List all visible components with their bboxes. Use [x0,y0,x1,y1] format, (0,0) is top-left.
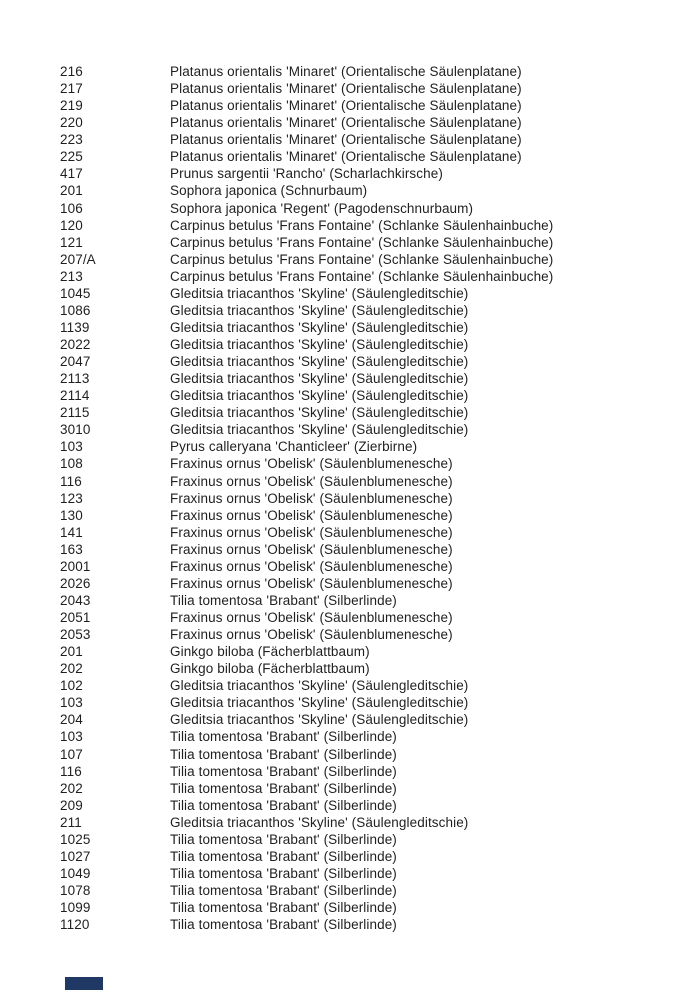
tree-list-row [60,728,680,745]
tree-name: Fraxinus ornus 'Obelisk' (Säulenblumenesche) [170,541,453,557]
tree-id: 163 [60,541,83,557]
tree-name: Gleditsia triacanthos 'Skyline' (Säulengleditschie) [170,405,469,421]
tree-list-row [60,524,680,541]
tree-id: 2115 [60,405,90,421]
tree-list-row [60,63,680,80]
tree-name: Gleditsia triacanthos 'Skyline' (Säulengleditschie) [170,678,469,694]
tree-name: Tilia tomentosa 'Brabant' (Silberlinde) [170,592,397,608]
tree-id: 106 [60,200,83,216]
tree-name: Platanus orientalis 'Minaret' (Orientalische Säulenplatane) [170,149,522,165]
tree-name: Gleditsia triacanthos 'Skyline' (Säulengleditschie) [170,371,469,387]
tree-name: Fraxinus ornus 'Obelisk' (Säulenblumenesche) [170,575,453,591]
tree-name: Fraxinus ornus 'Obelisk' (Säulenblumenesche) [170,456,453,472]
tree-id: 207/A [60,251,96,267]
tree-id: 1078 [60,883,91,898]
tree-list-row [60,80,680,97]
tree-id: 417 [60,166,83,182]
tree-id: 201 [60,183,83,199]
tree-list [60,63,680,933]
tree-list-row [60,131,680,148]
tree-name: Fraxinus ornus 'Obelisk' (Säulenblumenesche) [170,610,453,625]
tree-id: 1120 [60,917,90,933]
tree-list-row [60,387,680,404]
tree-id: 223 [60,132,83,148]
tree-list-row [60,575,680,592]
tree-name: Gleditsia triacanthos 'Skyline' (Säulengleditschie) [170,319,469,335]
tree-list-row [60,370,680,387]
tree-id: 102 [60,678,83,694]
tree-list-row [60,814,680,831]
tree-name: Tilia tomentosa 'Brabant' (Silberlinde) [170,848,397,864]
tree-id: 103 [60,695,83,711]
tree-id: 2053 [60,627,91,643]
tree-name: Carpinus betulus 'Frans Fontaine' (Schlanke Säulenhainbuche) [170,268,554,284]
tree-list-row [60,473,680,490]
tree-list-row [60,438,680,455]
tree-id: 202 [60,661,83,677]
tree-name: Tilia tomentosa 'Brabant' (Silberlinde) [170,831,397,847]
tree-name: Platanus orientalis 'Minaret' (Orientalische Säulenplatane) [170,81,522,97]
tree-list-row [60,319,680,336]
tree-name: Ginkgo biloba (Fächerblattbaum) [170,661,370,677]
tree-name: Tilia tomentosa 'Brabant' (Silberlinde) [170,746,397,762]
tree-list-row [60,916,680,933]
tree-name: Pyrus calleryana 'Chanticleer' (Zierbirne) [170,439,418,455]
tree-id: 2001 [60,558,91,574]
tree-list-row [60,234,680,251]
tree-id: 202 [60,780,83,796]
tree-list-row [60,899,680,916]
tree-id: 209 [60,797,83,813]
tree-name: Platanus orientalis 'Minaret' (Orientalische Säulenplatane) [170,64,522,79]
tree-list-row [60,831,680,848]
tree-id: 219 [60,98,83,114]
tree-id: 120 [60,217,83,233]
tree-id: 211 [60,814,82,830]
tree-list-row [60,336,680,353]
tree-id: 213 [60,268,83,284]
tree-id: 216 [60,64,83,79]
tree-list-row [60,609,680,626]
tree-id: 116 [60,473,82,489]
tree-name: Tilia tomentosa 'Brabant' (Silberlinde) [170,900,397,916]
tree-id: 141 [60,524,83,540]
tree-list-row [60,507,680,524]
tree-list-row [60,421,680,438]
tree-list-row [60,848,680,865]
tree-list-row [60,404,680,421]
tree-list-row [60,302,680,319]
tree-list-row [60,797,680,814]
tree-list-row [60,97,680,114]
tree-list-row [60,490,680,507]
tree-list-row [60,541,680,558]
tree-name: Tilia tomentosa 'Brabant' (Silberlinde) [170,763,397,779]
tree-name: Gleditsia triacanthos 'Skyline' (Säulengleditschie) [170,422,469,438]
tree-list-row [60,660,680,677]
tree-name: Tilia tomentosa 'Brabant' (Silberlinde) [170,883,397,898]
tree-list-row [60,882,680,899]
tree-id: 116 [60,763,82,779]
tree-id: 220 [60,115,83,131]
tree-name: Fraxinus ornus 'Obelisk' (Säulenblumenesche) [170,490,453,506]
tree-id: 1139 [60,319,90,335]
tree-id: 217 [60,81,83,97]
tree-list-row [60,558,680,575]
tree-name: Platanus orientalis 'Minaret' (Orientalische Säulenplatane) [170,115,522,131]
tree-list-row [60,746,680,763]
tree-id: 1049 [60,865,91,881]
tree-name: Gleditsia triacanthos 'Skyline' (Säulengleditschie) [170,354,469,370]
tree-name: Gleditsia triacanthos 'Skyline' (Säulengleditschie) [170,337,469,352]
tree-list-row [60,694,680,711]
tree-list-row [60,780,680,797]
tree-list-row [60,251,680,268]
tree-name: Fraxinus ornus 'Obelisk' (Säulenblumenesche) [170,558,453,574]
tree-name: Gleditsia triacanthos 'Skyline' (Säulengleditschie) [170,814,469,830]
tree-list-row [60,865,680,882]
tree-id: 2026 [60,575,91,591]
tree-name: Sophora japonica (Schnurbaum) [170,183,368,199]
tree-name: Gleditsia triacanthos 'Skyline' (Säulengleditschie) [170,388,469,404]
tree-id: 2051 [60,610,91,625]
tree-name: Carpinus betulus 'Frans Fontaine' (Schlanke Säulenhainbuche) [170,217,554,233]
tree-id: 204 [60,712,83,728]
tree-id: 123 [60,490,83,506]
tree-list-row [60,643,680,660]
tree-id: 107 [60,746,83,762]
tree-id: 1027 [60,848,91,864]
tree-name: Fraxinus ornus 'Obelisk' (Säulenblumenesche) [170,507,453,523]
tree-name: Prunus sargentii 'Rancho' (Scharlachkirsche) [170,166,443,182]
tree-list-row [60,268,680,285]
tree-name: Carpinus betulus 'Frans Fontaine' (Schlanke Säulenhainbuche) [170,234,554,250]
tree-id: 2114 [60,388,90,404]
tree-list-row [60,626,680,643]
tree-id: 1025 [60,831,91,847]
tree-name: Gleditsia triacanthos 'Skyline' (Säulengleditschie) [170,695,469,711]
tree-id: 225 [60,149,83,165]
tree-name: Fraxinus ornus 'Obelisk' (Säulenblumenesche) [170,627,453,643]
tree-id: 2047 [60,354,91,370]
tree-list-row [60,217,680,234]
tree-name: Platanus orientalis 'Minaret' (Orientalische Säulenplatane) [170,98,522,114]
tree-name: Tilia tomentosa 'Brabant' (Silberlinde) [170,780,397,796]
tree-list-row [60,592,680,609]
tree-id: 1086 [60,302,91,318]
tree-name: Carpinus betulus 'Frans Fontaine' (Schlanke Säulenhainbuche) [170,251,554,267]
tree-list-row [60,763,680,780]
tree-id: 2043 [60,592,91,608]
tree-name: Sophora japonica 'Regent' (Pagodenschnurbaum) [170,200,474,216]
tree-id: 2113 [60,371,90,387]
tree-id: 121 [60,234,83,250]
tree-name: Platanus orientalis 'Minaret' (Orientalische Säulenplatane) [170,132,522,148]
tree-id: 201 [60,644,83,660]
tree-id: 130 [60,507,83,523]
tree-name: Gleditsia triacanthos 'Skyline' (Säulengleditschie) [170,712,469,728]
tree-id: 3010 [60,422,91,438]
tree-name: Tilia tomentosa 'Brabant' (Silberlinde) [170,917,397,933]
tree-list-row [60,711,680,728]
tree-name: Gleditsia triacanthos 'Skyline' (Säulengleditschie) [170,302,469,318]
tree-list-row [60,455,680,472]
tree-name: Fraxinus ornus 'Obelisk' (Säulenblumenesche) [170,524,453,540]
tree-list-row [60,285,680,302]
tree-list-row [60,353,680,370]
tree-name: Gleditsia triacanthos 'Skyline' (Säulengleditschie) [170,285,469,301]
tree-name: Tilia tomentosa 'Brabant' (Silberlinde) [170,797,397,813]
tree-list-row [60,148,680,165]
tree-id: 108 [60,456,83,472]
tree-id: 2022 [60,337,91,352]
tree-id: 103 [60,729,83,745]
tree-list-row [60,200,680,217]
tree-name: Ginkgo biloba (Fächerblattbaum) [170,644,370,660]
tree-list-row [60,182,680,199]
tree-list-row [60,165,680,182]
tree-name: Fraxinus ornus 'Obelisk' (Säulenblumenesche) [170,473,453,489]
footer-mark [65,977,103,990]
tree-name: Tilia tomentosa 'Brabant' (Silberlinde) [170,865,397,881]
tree-id: 1099 [60,900,91,916]
tree-name: Tilia tomentosa 'Brabant' (Silberlinde) [170,729,397,745]
tree-id: 103 [60,439,83,455]
tree-id: 1045 [60,285,91,301]
tree-list-row [60,114,680,131]
tree-list-row [60,677,680,694]
